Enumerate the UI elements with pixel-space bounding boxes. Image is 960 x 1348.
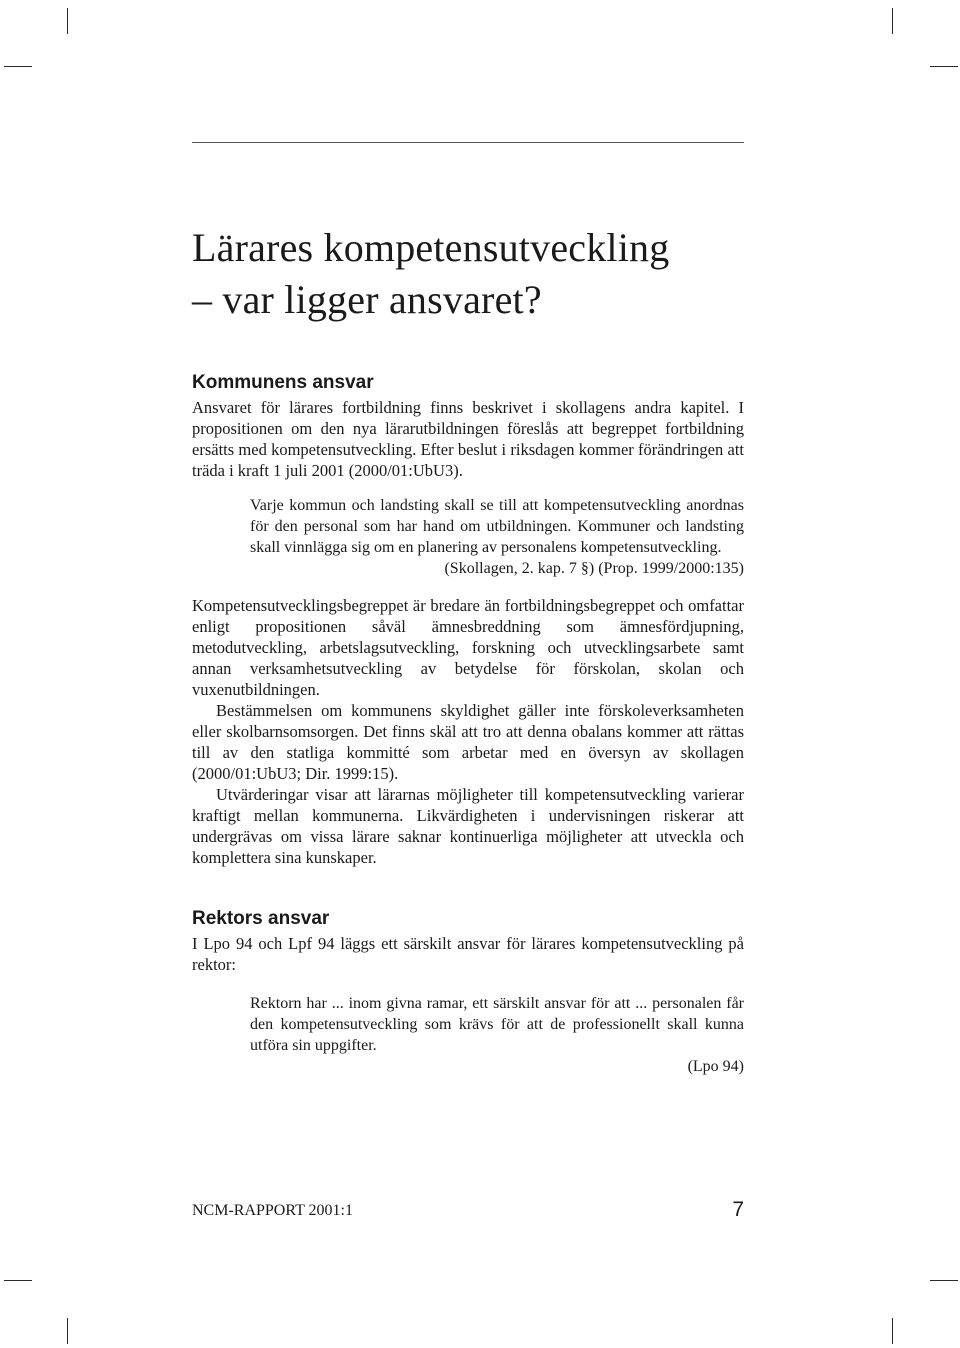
paragraph: I Lpo 94 och Lpf 94 läggs ett särskilt ansvar för lärares kompetensutveckling på rektor: xyxy=(192,934,744,974)
crop-mark xyxy=(67,8,68,34)
page-footer xyxy=(192,1198,744,1226)
crop-mark xyxy=(930,1280,958,1281)
report-label: NCM-RAPPORT 2001:1 xyxy=(192,1202,353,1219)
page-number: 7 xyxy=(732,1198,744,1221)
title-line-1: Lärares kompetensutveckling xyxy=(192,225,670,270)
paragraph: Utvärderingar visar att lärarnas möjligheter till kompetensutveckling varierar kraftigt mellan kommunerna. Likvärdigheten i undervisningen riskerar att undergrävas om vissa lärare saknar kontinuerliga möjligheter att utveckla och komplettera sina kunskaper. xyxy=(192,785,744,867)
block-quote xyxy=(250,495,744,579)
page-title xyxy=(192,222,744,326)
crop-mark xyxy=(4,1280,32,1281)
crop-mark xyxy=(892,1318,893,1344)
paragraph: Kompetensutvecklingsbegreppet är bredare än fortbildningsbegreppet och omfattar enligt propositionen såväl ämnesbreddning som ämnesfördjupning, metodutveckling, arbetslagsutveckling, forskning och utvecklingsarbete samt annan verksamhetsutveckling av betydelse för förskolan, skolan och vuxenutbildningen. xyxy=(192,596,744,699)
quote-text: Rektorn har ... inom givna ramar, ett särskilt ansvar för att ... personalen får den kompetensutveckling som krävs för att de professionellt skall kunna utföra sin uppgifter. xyxy=(250,995,744,1054)
header-rule xyxy=(192,142,744,143)
section-heading-kommunens-ansvar: Kommunens ansvar xyxy=(192,372,374,393)
page-body xyxy=(192,222,744,1077)
quote-text: Varje kommun och landsting skall se till att kompetensutveckling anordnas för den personal som har hand om utbildningen. Kommuner och landsting skall vinnlägga sig om en planering av personalens kompetensutveckling. xyxy=(250,497,744,556)
crop-mark xyxy=(67,1318,68,1344)
quote-source: (Skollagen, 2. kap. 7 §) (Prop. 1999/2000:135) xyxy=(444,560,744,577)
title-line-2: – var ligger ansvaret? xyxy=(192,277,542,322)
paragraph: Ansvaret för lärares fortbildning finns beskrivet i skollagens andra kapitel. I propositionen om den nya lärarutbildningen föreslås att begreppet fortbildning ersätts med kompetensutveckling. Efter beslut i riksdagen kommer förändringen att träda i kraft 1 juli 2001 (2000/01:UbU3). xyxy=(192,398,744,480)
paragraph: Bestämmelsen om kommunens skyldighet gäller inte förskoleverksamheten eller skolbarnsomsorgen. Det finns skäl att tro att denna obalans kommer att rättas till av den statliga kommitté som arbetar med en översyn av skollagen (2000/01:UbU3; Dir. 1999:15). xyxy=(192,701,744,783)
quote-source: (Lpo 94) xyxy=(687,1058,744,1075)
block-quote xyxy=(250,993,744,1077)
crop-mark xyxy=(892,8,893,34)
crop-mark xyxy=(4,66,32,67)
section-heading-rektors-ansvar: Rektors ansvar xyxy=(192,908,330,929)
crop-mark xyxy=(930,66,958,67)
